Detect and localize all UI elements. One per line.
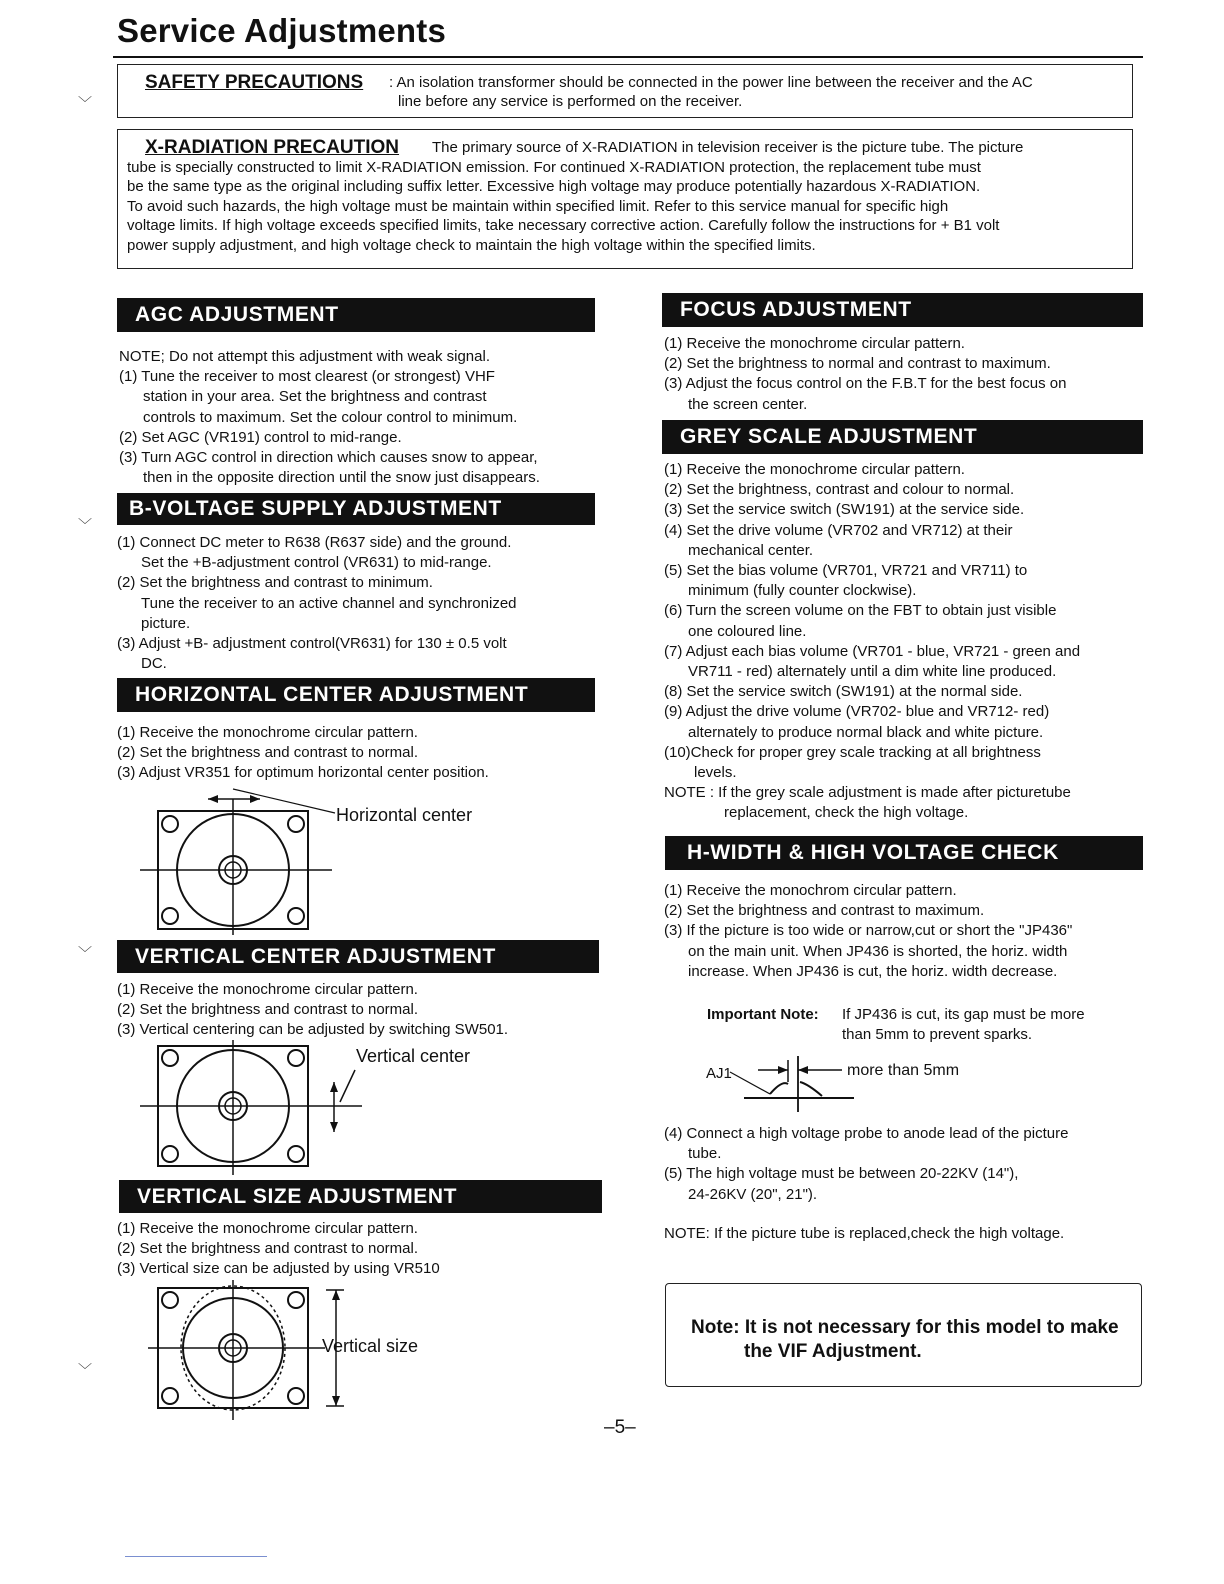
margin-tick: ﹀ — [78, 945, 92, 961]
vsize-diagram-label: Vertical size — [322, 1336, 419, 1356]
important-note-label: Important Note: — [707, 1006, 819, 1023]
hcenter-body — [117, 723, 595, 784]
hcenter-line: (3) Adjust VR351 for optimum horizontal center position. — [117, 764, 489, 782]
safety-heading-text: SAFETY PRECAUTIONS — [145, 72, 364, 93]
bottom-rule — [125, 1556, 267, 1557]
gap-label: more than 5mm — [847, 1062, 960, 1079]
hcenter-diagram-label: Horizontal center — [336, 805, 473, 825]
margin-tick: ﹀ — [78, 95, 92, 111]
vcenter-line: (1) Receive the monochrome circular pattern. — [117, 981, 418, 998]
important-note-line1: If JP436 is cut, its gap must be more — [842, 1006, 1085, 1023]
grey-line: (7) Adjust each bias volume (VR701 - blue, VR721 - green and — [664, 642, 1081, 660]
agc-title-bar: AGC ADJUSTMENT — [117, 298, 595, 332]
bvolt-line: (3) Adjust +B- adjustment control(VR631) for 130 ± 0.5 volt — [117, 635, 507, 653]
focus-title-bar: FOCUS ADJUSTMENT — [662, 293, 1143, 327]
agc-line: (1) Tune the receiver to most clearest (or strongest) VHF — [119, 368, 495, 386]
grey-title-bar: GREY SCALE ADJUSTMENT — [662, 420, 1143, 454]
vcenter-diagram-label: Vertical center — [356, 1046, 471, 1066]
safety-line1: : An isolation transformer should be connected in the power line between the receiver and the AC — [389, 74, 1033, 91]
grey-line: (8) Set the service switch (SW191) at the normal side. — [664, 683, 1023, 701]
bvolt-line: (2) Set the brightness and contrast to minimum. — [117, 574, 433, 592]
grey-line: (5) Set the bias volume (VR701, VR721 and VR711) to — [664, 562, 1028, 580]
grey-line: (3) Set the service switch (SW191) at the service side. — [664, 501, 1025, 519]
safety-heading — [145, 72, 363, 94]
focus-line: (2) Set the brightness to normal and contrast to maximum. — [664, 355, 1051, 373]
hwidth-line: (5) The high voltage must be between 20-22KV (14"), — [664, 1165, 1019, 1183]
grey-line: minimum (fully counter clockwise). — [688, 582, 917, 600]
grey-line: mechanical center. — [688, 541, 814, 559]
xray-heading-text: X-RADIATION PRECAUTION — [145, 137, 400, 158]
agc-body — [119, 347, 595, 488]
focus-line: (1) Receive the monochrome circular pattern. — [664, 335, 965, 352]
agc-line: then in the opposite direction until the snow just disappears. — [143, 469, 540, 487]
hcenter-line: (2) Set the brightness and contrast to normal. — [117, 744, 418, 762]
agc-line: station in your area. Set the brightness and contrast — [143, 388, 487, 406]
page-number: –5– — [604, 1417, 636, 1438]
hwidth-body-2 — [664, 1124, 1144, 1205]
grey-line: (1) Receive the monochrome circular pattern. — [664, 461, 965, 478]
xray-line-1: tube is specially constructed to limit X-RADIATION emission. For continued X-RADIATION protection, the replacement tube must — [127, 159, 981, 176]
hwidth-note: NOTE: If the picture tube is replaced,check the high voltage. — [664, 1225, 1065, 1242]
bvolt-line: picture. — [141, 614, 191, 632]
agc-line: controls to maximum. Set the colour control to minimum. — [143, 408, 518, 426]
hwidth-line: (1) Receive the monochrom circular pattern. — [664, 882, 957, 899]
bvolt-line: Set the +B-adjustment control (VR631) to mid-range. — [141, 554, 492, 572]
title-rule — [113, 56, 1143, 58]
hcenter-title-bar: HORIZONTAL CENTER ADJUSTMENT — [117, 678, 595, 712]
hwidth-line: (3) If the picture is too wide or narrow,cut or short the "JP436" — [664, 922, 1073, 940]
hwidth-line: 24-26KV (20", 21"). — [688, 1185, 818, 1203]
vcenter-diagram — [140, 1040, 380, 1175]
vsize-body — [117, 1219, 599, 1280]
vif-note-line2: the VIF Adjustment. — [744, 1341, 922, 1362]
aj1-label: AJ1 — [706, 1065, 732, 1082]
bvolt-line: (1) Connect DC meter to R638 (R637 side) and the ground. — [117, 534, 512, 551]
grey-line: (2) Set the brightness, contrast and colour to normal. — [664, 481, 1015, 499]
hwidth-body — [664, 881, 1144, 982]
focus-body — [664, 334, 1144, 415]
hwidth-title-bar: H-WIDTH & HIGH VOLTAGE CHECK — [665, 836, 1143, 870]
vsize-line: (3) Vertical size can be adjusted by using VR510 — [117, 1260, 440, 1278]
bvolt-line: Tune the receiver to an active channel and synchronized — [141, 594, 517, 612]
xray-line-5: power supply adjustment, and high voltage check to maintain the high voltage within the specified limits. — [127, 237, 816, 254]
xray-line-2: be the same type as the original including suffix letter. Excessive high voltage may produce potentially hazardous X-RADIATION. — [127, 178, 981, 195]
agc-line: (3) Turn AGC control in direction which causes snow to appear, — [119, 449, 538, 467]
grey-line: (10)Check for proper grey scale tracking at all brightness — [664, 743, 1041, 761]
vcenter-title-bar: VERTICAL CENTER ADJUSTMENT — [117, 940, 599, 973]
hwidth-line: (4) Connect a high voltage probe to anode lead of the picture — [664, 1125, 1069, 1142]
hwidth-line: (2) Set the brightness and contrast to maximum. — [664, 902, 985, 920]
vsize-line: (1) Receive the monochrome circular pattern. — [117, 1220, 418, 1237]
agc-line: NOTE; Do not attempt this adjustment with weak signal. — [119, 348, 490, 365]
hcenter-line: (1) Receive the monochrome circular pattern. — [117, 724, 418, 741]
grey-line: (9) Adjust the drive volume (VR702- blue and VR712- red) — [664, 703, 1050, 721]
vsize-diagram — [140, 1280, 340, 1420]
vcenter-body — [117, 980, 599, 1041]
jumper-diagram — [730, 1052, 860, 1114]
grey-line: replacement, check the high voltage. — [724, 804, 969, 822]
xray-line-3: To avoid such hazards, the high voltage must be maintain within specified limit. Refer to this service manual for specific high — [127, 198, 949, 215]
margin-tick: ﹀ — [78, 517, 92, 533]
grey-line: VR711 - red) alternately until a dim white line produced. — [688, 663, 1057, 681]
xray-line-4: voltage limits. If high voltage exceeds specified limits, take necessary corrective action. Carefully follow the instructions for + B1 volt — [127, 217, 1000, 234]
hwidth-line: tube. — [688, 1145, 722, 1163]
bvolt-title-bar: B-VOLTAGE SUPPLY ADJUSTMENT — [117, 493, 595, 525]
vcenter-line: (2) Set the brightness and contrast to normal. — [117, 1001, 418, 1019]
vsize-line: (2) Set the brightness and contrast to normal. — [117, 1240, 418, 1258]
vif-note — [691, 1316, 1119, 1364]
grey-line: (6) Turn the screen volume on the FBT to obtain just visible — [664, 602, 1057, 620]
grey-line: (4) Set the drive volume (VR702 and VR712) at their — [664, 521, 1013, 539]
agc-line: (2) Set AGC (VR191) control to mid-range. — [119, 428, 402, 446]
xray-heading — [145, 137, 399, 159]
grey-body — [664, 460, 1144, 824]
hwidth-line: on the main unit. When JP436 is shorted, the horiz. width — [688, 942, 1068, 960]
bvolt-body — [117, 533, 595, 674]
grey-line: alternately to produce normal black and white picture. — [688, 723, 1044, 741]
vsize-title-bar: VERTICAL SIZE ADJUSTMENT — [119, 1180, 602, 1213]
bvolt-line: DC. — [141, 655, 167, 673]
hwidth-line: increase. When JP436 is cut, the horiz. width decrease. — [688, 962, 1058, 980]
safety-line2: line before any service is performed on the receiver. — [398, 93, 743, 110]
page-title: Service Adjustments — [117, 12, 447, 49]
important-note-line2: than 5mm to prevent sparks. — [842, 1026, 1033, 1043]
grey-line: levels. — [694, 764, 737, 782]
focus-line: (3) Adjust the focus control on the F.B.T for the best focus on — [664, 375, 1067, 393]
hcenter-diagram — [140, 785, 340, 935]
vcenter-line: (3) Vertical centering can be adjusted by switching SW501. — [117, 1021, 509, 1039]
focus-line: the screen center. — [688, 395, 808, 413]
grey-line: NOTE : If the grey scale adjustment is made after picturetube — [664, 784, 1071, 802]
grey-line: one coloured line. — [688, 622, 807, 640]
vif-note-line1: Note: It is not necessary for this model to make — [691, 1317, 1119, 1338]
xray-line-0: The primary source of X-RADIATION in television receiver is the picture tube. The picture — [432, 139, 1024, 156]
margin-tick: ﹀ — [78, 1362, 92, 1378]
